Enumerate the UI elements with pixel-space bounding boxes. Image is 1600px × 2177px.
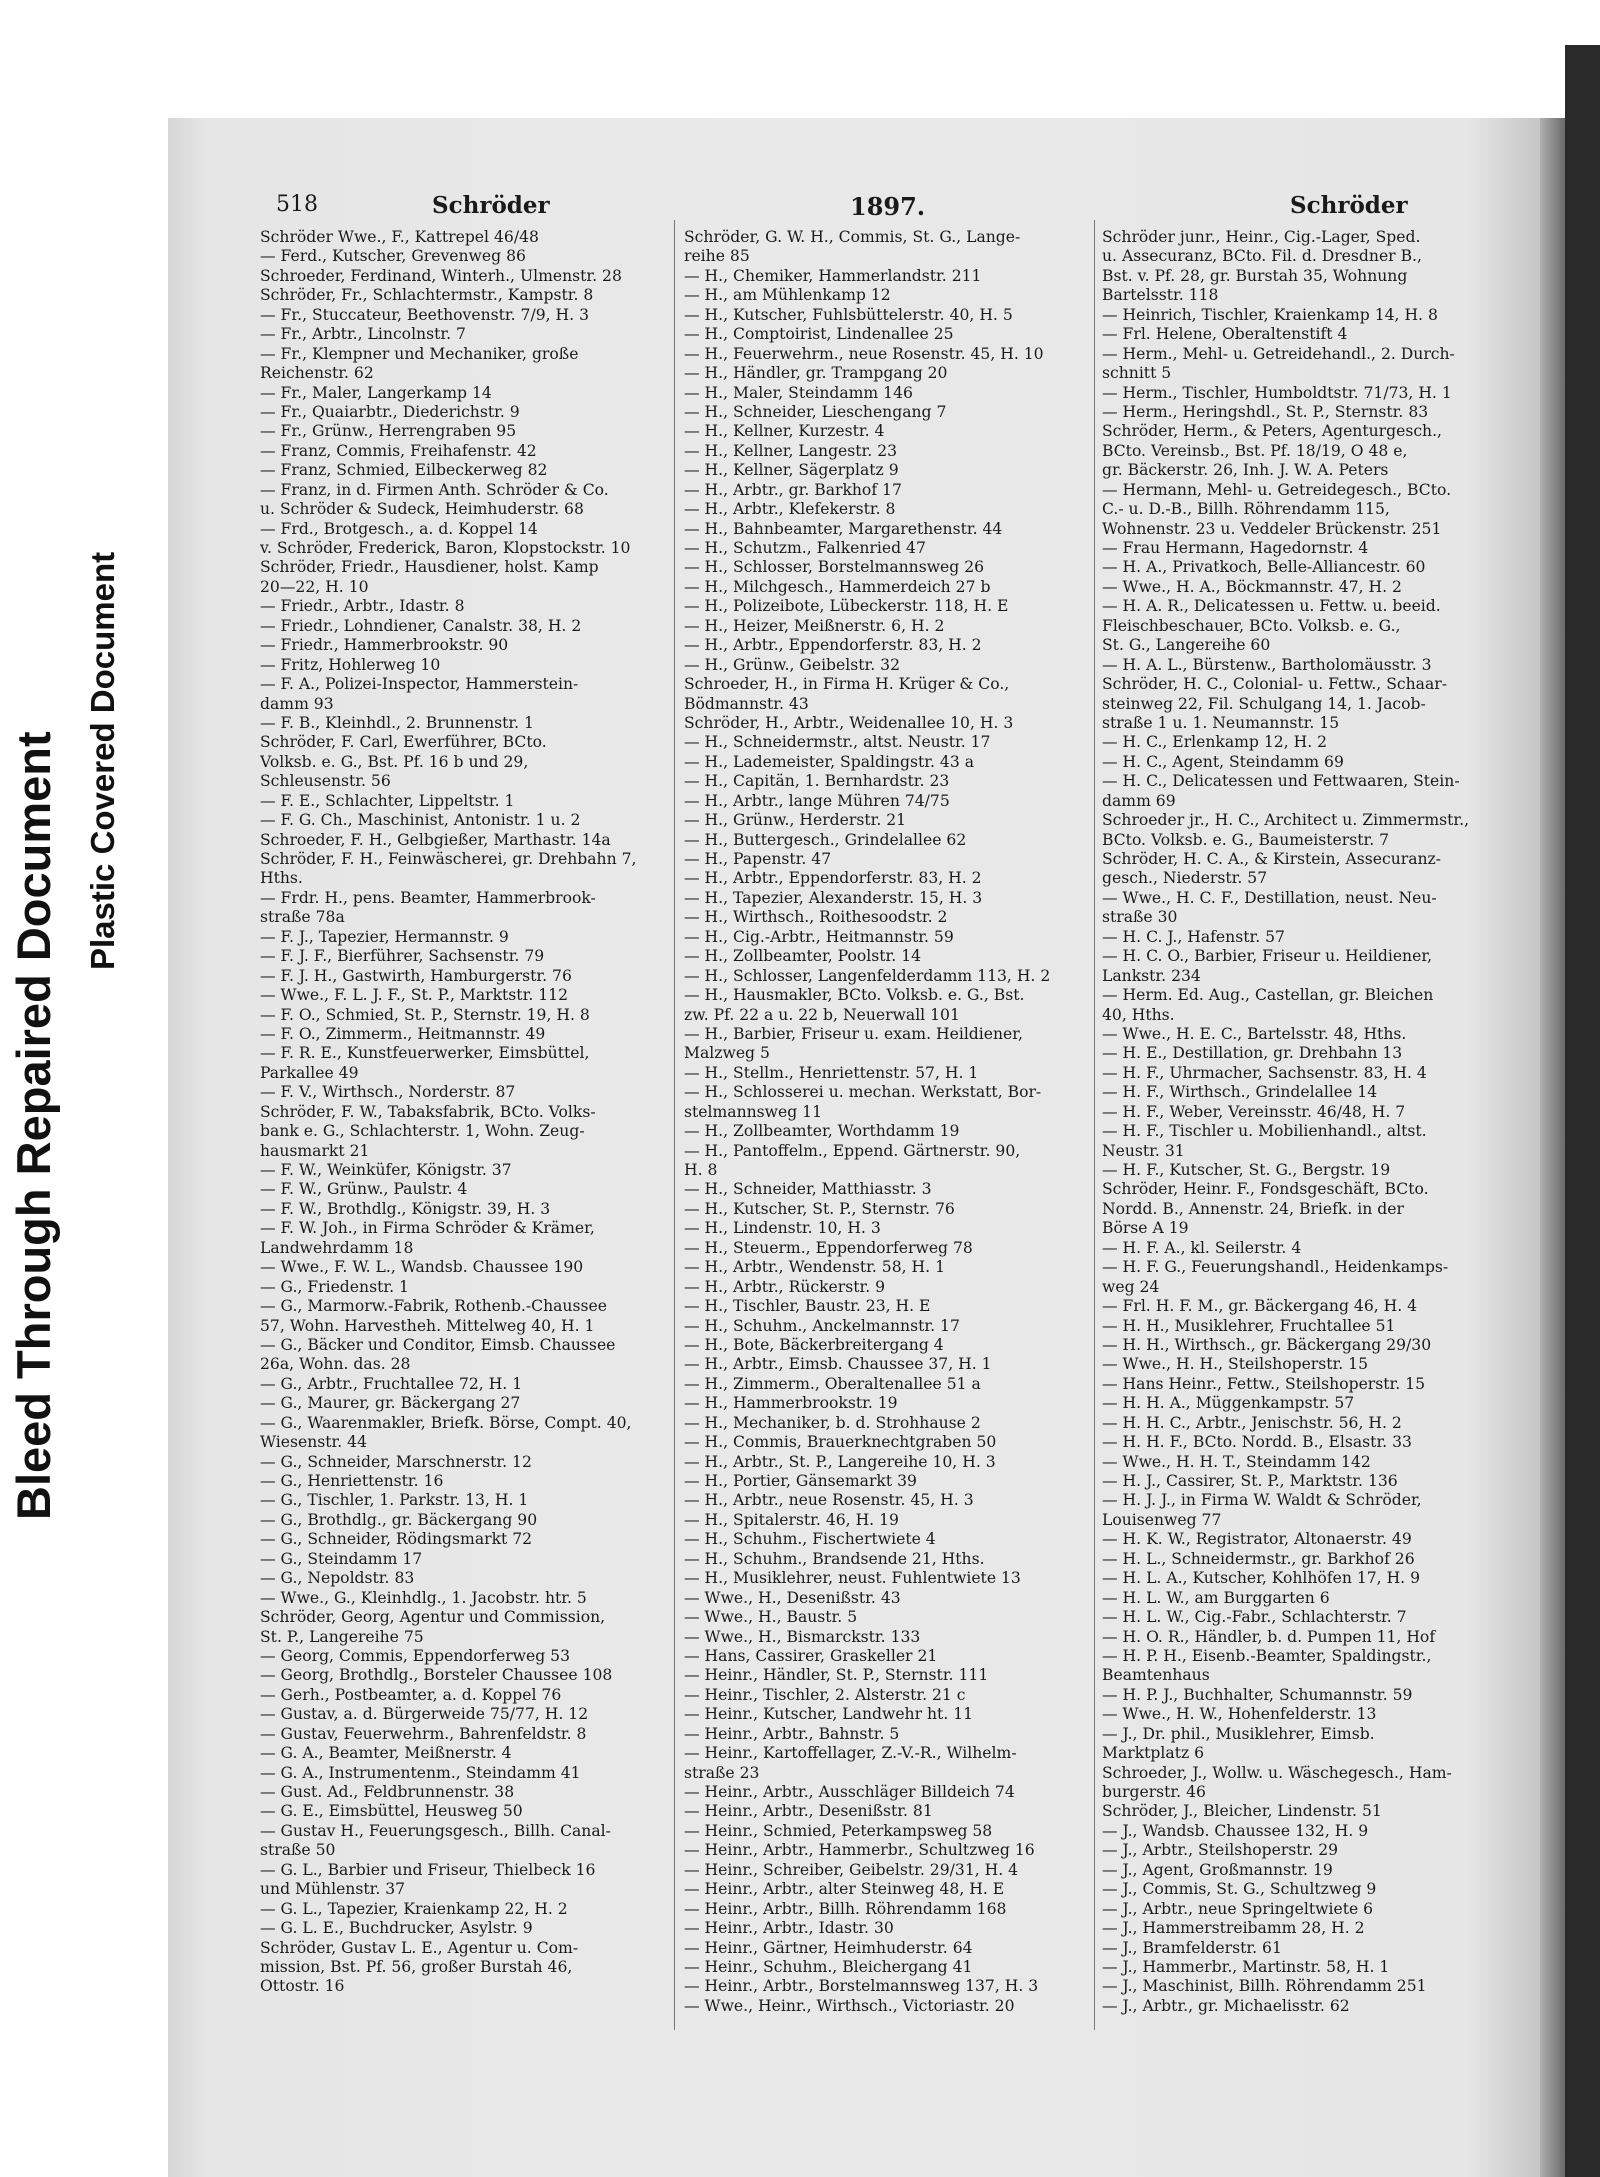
directory-entry: — Herm., Heringshdl., St. P., Sternstr. 83 [1102, 402, 1429, 421]
directory-entry: — Herm., Mehl- u. Getreidehandl., 2. Durch- [1102, 344, 1455, 363]
directory-entry: Schröder, Georg, Agentur und Commission, [260, 1608, 606, 1627]
directory-entry: Schröder, Fr., Schlachtermstr., Kampstr. 8 [260, 286, 594, 305]
directory-entry: — H., Arbtr., lange Mühren 74/75 [684, 791, 950, 810]
directory-entry: — H., Zimmerm., Oberaltenallee 51 a [684, 1374, 981, 1393]
directory-entry: weg 24 [1102, 1277, 1160, 1296]
directory-entry: — H., Stellm., Henriettenstr. 57, H. 1 [684, 1063, 979, 1082]
directory-entry: — F. J., Tapezier, Hermannstr. 9 [260, 927, 509, 946]
directory-entry: — H., Arbtr., St. P., Langereihe 10, H. 3 [684, 1452, 996, 1471]
directory-entry: — F. W., Brothdlg., Königstr. 39, H. 3 [260, 1199, 551, 1218]
directory-entry: — Heinr., Arbtr., Desenißstr. 81 [684, 1802, 933, 1821]
directory-entry: — H., Arbtr., Klefekerstr. 8 [684, 500, 896, 519]
directory-entry: — H., Schlosser, Borstelmannsweg 26 [684, 558, 985, 577]
directory-entry: Nordd. B., Annenstr. 24, Briefk. in der [1102, 1199, 1404, 1218]
directory-entry: — H. P. H., Eisenb.-Beamter, Spaldingstr., [1102, 1646, 1432, 1665]
directory-entry: Schroeder, H., in Firma H. Krüger & Co., [684, 675, 1010, 694]
directory-entry: Malzweg 5 [684, 1044, 770, 1063]
directory-entry: — Fr., Grünw., Herrengraben 95 [260, 422, 517, 441]
directory-entry: — Hermann, Mehl- u. Getreidegesch., BCto. [1102, 480, 1452, 499]
directory-entry: gr. Bäckerstr. 26, Inh. J. W. A. Peters [1102, 461, 1389, 480]
directory-entry: — J., Arbtr., gr. Michaelisstr. 62 [1102, 1996, 1350, 2015]
directory-entry: — H., Bahnbeamter, Margarethenstr. 44 [684, 519, 1003, 538]
directory-entry: — H., Portier, Gänsemarkt 39 [684, 1472, 917, 1490]
directory-entry: — Fr., Maler, Langerkamp 14 [260, 383, 492, 402]
directory-entry: u. Schröder & Sudeck, Heimhuderstr. 68 [260, 500, 584, 519]
directory-entry: — F. A., Polizei-Inspector, Hammerstein- [260, 675, 579, 694]
directory-entry: — G. E., Eimsbüttel, Heusweg 50 [260, 1802, 523, 1821]
directory-entry: burgerstr. 46 [1102, 1783, 1206, 1801]
directory-entry: — Wwe., H. W., Hohenfelderstr. 13 [1102, 1705, 1377, 1724]
directory-entry: — Heinr., Arbtr., Hammerbr., Schultzweg 16 [684, 1841, 1035, 1860]
directory-entry: — Wwe., H., Bismarckstr. 133 [684, 1627, 921, 1646]
directory-entry: — Heinrich, Tischler, Kraienkamp 14, H. 8 [1102, 305, 1438, 324]
directory-entry: Volksb. e. G., Bst. Pf. 16 b und 29, [260, 752, 529, 771]
directory-entry: — Heinr., Arbtr., Ausschläger Billdeich 74 [684, 1783, 1015, 1801]
directory-entry: — Frd., Brotgesch., a. d. Koppel 14 [260, 519, 538, 538]
directory-entry: — H. J. J., in Firma W. Waldt & Schröder, [1102, 1491, 1422, 1510]
directory-entry: — H., Steuerm., Eppendorferweg 78 [684, 1238, 973, 1257]
directory-entry: — H., Kellner, Kurzestr. 4 [684, 422, 885, 441]
directory-entry: — H., Schlosser, Langenfelderdamm 113, H. 2 [684, 966, 1051, 985]
directory-entry: — G., Maurer, gr. Bäckergang 27 [260, 1394, 521, 1413]
directory-entry: Beamtenhaus [1102, 1666, 1210, 1685]
directory-entry: — G., Henriettenstr. 16 [260, 1472, 444, 1490]
directory-entry: — J., Hammerstreibamm 28, H. 2 [1102, 1919, 1365, 1938]
directory-entry: — H., Arbtr., Eppendorferstr. 83, H. 2 [684, 636, 982, 655]
directory-entry: — Wwe., H. C. F., Destillation, neust. Neu- [1102, 888, 1437, 907]
directory-entry: Schröder, F. Carl, Ewerführer, BCto. [260, 733, 547, 752]
directory-entry: — Wwe., H., Desenißstr. 43 [684, 1588, 901, 1607]
directory-entry: — H., Schuhm., Anckelmannstr. 17 [684, 1316, 960, 1335]
directory-entry: — H., Arbtr., Rückerstr. 9 [684, 1277, 886, 1296]
directory-entry: damm 93 [260, 694, 334, 713]
directory-entry: — Fr., Klempner und Mechaniker, große [260, 344, 579, 363]
directory-entry: — F. B., Kleinhdl., 2. Brunnenstr. 1 [260, 713, 534, 732]
directory-entry: — Wwe., H. H. T., Steindamm 142 [1102, 1452, 1371, 1471]
directory-entry: — J., Bramfelderstr. 61 [1102, 1938, 1282, 1957]
directory-entry: Schröder, H., Arbtr., Weidenallee 10, H. 3 [684, 713, 1014, 732]
directory-entry: Schröder, F. H., Feinwäscherei, gr. Drehbahn 7, [260, 850, 637, 868]
directory-entry: — H. L. W., am Burggarten 6 [1102, 1588, 1330, 1607]
directory-entry: Wiesenstr. 44 [260, 1433, 368, 1452]
directory-entry: — Frdr. H., pens. Beamter, Hammerbrook- [260, 888, 596, 907]
directory-entry: — H. H., Musiklehrer, Fruchtallee 51 [1102, 1316, 1396, 1335]
directory-entry: — H., Papenstr. 47 [684, 850, 832, 868]
directory-entry: Schroeder jr., H. C., Architect u. Zimmermstr., [1102, 811, 1470, 830]
directory-entry: Schröder, H. C., Colonial- u. Fettw., Schaar- [1102, 675, 1447, 694]
directory-entry: Parkallee 49 [260, 1063, 359, 1082]
directory-entry: — H., Chemiker, Hammerlandstr. 211 [684, 266, 982, 285]
directory-entry: — H. A. L., Bürstenw., Bartholomäusstr. 3 [1102, 655, 1432, 674]
directory-entry: — Gust. Ad., Feldbrunnenstr. 38 [260, 1783, 515, 1801]
running-head-left: Schröder [432, 192, 550, 219]
directory-entry: — G., Nepoldstr. 83 [260, 1569, 415, 1588]
directory-entry: — H., Comptoirist, Lindenallee 25 [684, 325, 954, 344]
directory-entry: Schröder, J., Bleicher, Lindenstr. 51 [1102, 1802, 1382, 1821]
directory-entry: — Herm. Ed. Aug., Castellan, gr. Bleichen [1102, 986, 1434, 1005]
directory-entry: — G., Waarenmakler, Briefk. Börse, Compt. 40, [260, 1413, 632, 1432]
directory-entry: — H., Cig.-Arbtr., Heitmannstr. 59 [684, 927, 954, 946]
directory-entry: straße 78a [260, 908, 345, 927]
directory-entry: — F. W., Weinküfer, Königstr. 37 [260, 1161, 512, 1179]
directory-entry: — Gustav H., Feuerungsgesch., Billh. Canal- [260, 1821, 611, 1840]
directory-entry: — H., Händler, gr. Trampgang 20 [684, 364, 948, 383]
directory-entry: Schröder, H. C. A., & Kirstein, Assecuranz- [1102, 850, 1442, 868]
directory-entry: — H. K. W., Registrator, Altonaerstr. 49 [1102, 1530, 1412, 1549]
directory-entry: — H., Lindenstr. 10, H. 3 [684, 1219, 881, 1238]
scan-sidebar [0, 0, 168, 2177]
directory-entry: Schroeder, J., Wollw. u. Wäschegesch., Ham- [1102, 1763, 1452, 1782]
directory-entry: — G., Arbtr., Fruchtallee 72, H. 1 [260, 1374, 523, 1393]
running-head-year: 1897. [850, 192, 926, 221]
directory-entry: straße 30 [1102, 908, 1178, 927]
directory-entry: — Wwe., H. H., Steilshoperstr. 15 [1102, 1355, 1369, 1374]
directory-entry: Reichenstr. 62 [260, 364, 374, 383]
directory-entry: — Heinr., Arbtr., Borstelmannsweg 137, H. 3 [684, 1977, 1039, 1996]
directory-entry: — H. C., Erlenkamp 12, H. 2 [1102, 733, 1328, 752]
directory-entry: — H. E., Destillation, gr. Drehbahn 13 [1102, 1044, 1403, 1063]
directory-entry: — Fr., Arbtr., Lincolnstr. 7 [260, 325, 466, 344]
directory-entry: BCto. Volksb. e. G., Baumeisterstr. 7 [1102, 830, 1390, 849]
directory-entry: Landwehrdamm 18 [260, 1238, 414, 1257]
directory-entry: St. P., Langereihe 75 [260, 1627, 424, 1646]
directory-entry: — F. W. Joh., in Firma Schröder & Krämer, [260, 1219, 595, 1238]
directory-entry: Lankstr. 234 [1102, 966, 1201, 985]
directory-entry: — H. L., Schneidermstr., gr. Barkhof 26 [1102, 1549, 1415, 1568]
directory-entry: und Mühlenstr. 37 [260, 1880, 406, 1899]
directory-entry: — Friedr., Hammerbrookstr. 90 [260, 636, 509, 655]
directory-entry: — G., Friedenstr. 1 [260, 1277, 409, 1296]
directory-entry: — G., Schneider, Marschnerstr. 12 [260, 1452, 532, 1471]
directory-entry: — H., Bote, Bäckerbreitergang 4 [684, 1335, 944, 1354]
directory-entry: — H. F. A., kl. Seilerstr. 4 [1102, 1238, 1302, 1257]
directory-entry: — H., Spitalerstr. 46, H. 19 [684, 1510, 899, 1529]
directory-entry: — H., Mechaniker, b. d. Strohhause 2 [684, 1413, 981, 1432]
directory-entry: — Gerh., Postbeamter, a. d. Koppel 76 [260, 1685, 562, 1704]
directory-entry: — J., Commis, St. G., Schultzweg 9 [1102, 1880, 1377, 1899]
directory-entry: Schleusenstr. 56 [260, 772, 391, 791]
directory-entry: — H., Hausmakler, BCto. Volksb. e. G., Bst. [684, 986, 1025, 1005]
directory-entry: Schröder, Heinr. F., Fondsgeschäft, BCto. [1102, 1180, 1429, 1199]
directory-entry: — Herm., Tischler, Humboldtstr. 71/73, H. 1 [1102, 383, 1452, 402]
directory-entry: — H., Polizeibote, Lübeckerstr. 118, H. E [684, 597, 1009, 616]
column-rule-1 [674, 220, 675, 2030]
directory-entry: — G., Schneider, Rödingsmarkt 72 [260, 1530, 533, 1549]
directory-entry: — F. J. H., Gastwirth, Hamburgerstr. 76 [260, 966, 572, 985]
directory-entry: — Frau Hermann, Hagedornstr. 4 [1102, 539, 1369, 557]
directory-entry: Marktplatz 6 [1102, 1744, 1205, 1763]
directory-entry: Schröder, Herm., & Peters, Agenturgesch., [1102, 422, 1443, 441]
directory-entry: — F. G. Ch., Maschinist, Antonistr. 1 u. 2 [260, 811, 581, 830]
directory-entry: Schröder junr., Heinr., Cig.-Lager, Sped. [1102, 228, 1421, 246]
directory-entry: — H. F., Wirthsch., Grindelallee 14 [1102, 1083, 1378, 1102]
directory-entry: 26a, Wohn. das. 28 [260, 1355, 411, 1374]
directory-entry: — H. L. A., Kutscher, Kohlhöfen 17, H. 9 [1102, 1569, 1421, 1588]
directory-entry: — J., Arbtr., neue Springeltwiete 6 [1102, 1899, 1374, 1918]
directory-entry: — H., Wirthsch., Roithesoodstr. 2 [684, 908, 948, 927]
column-rule-2 [1094, 220, 1095, 2030]
directory-entry: 57, Wohn. Harvestheh. Mittelweg 40, H. 1 [260, 1316, 595, 1335]
directory-entry: — H. H. F., BCto. Nordd. B., Elsastr. 33 [1102, 1433, 1412, 1452]
directory-entry: Louisenweg 77 [1102, 1510, 1222, 1529]
directory-entry: — Heinr., Schuhm., Bleichergang 41 [684, 1957, 973, 1976]
directory-entry: — H., Schutzm., Falkenried 47 [684, 539, 926, 557]
directory-entry: — H. A., Privatkoch, Belle-Alliancestr. 60 [1102, 558, 1426, 577]
directory-entry: 20—22, H. 10 [260, 577, 369, 596]
directory-entry: — G. A., Beamter, Meißnerstr. 4 [260, 1744, 512, 1763]
directory-entry: C.- u. D.-B., Billh. Röhrendamm 115, [1102, 500, 1390, 519]
directory-entry: — H., Schuhm., Fischertwiete 4 [684, 1530, 936, 1549]
directory-entry: — H., Lademeister, Spaldingstr. 43 a [684, 752, 974, 771]
directory-entry: — Fritz, Hohlerweg 10 [260, 655, 441, 674]
directory-entry: Schroeder, Ferdinand, Winterh., Ulmenstr. 28 [260, 266, 622, 285]
running-head-right: Schröder [1290, 192, 1408, 219]
directory-entry: — Gustav, Feuerwehrm., Bahrenfeldstr. 8 [260, 1724, 587, 1743]
directory-entry: — Heinr., Arbtr., Billh. Röhrendamm 168 [684, 1899, 1007, 1918]
directory-entry: — H. C. O., Barbier, Friseur u. Heildiener, [1102, 947, 1433, 966]
directory-entry: u. Assecuranz, BCto. Fil. d. Dresdner B., [1102, 247, 1422, 266]
directory-entry: — Gustav, a. d. Bürgerweide 75/77, H. 12 [260, 1705, 589, 1724]
directory-entry: — H., Grünw., Herderstr. 21 [684, 811, 907, 830]
directory-entry: — G. L., Barbier und Friseur, Thielbeck 16 [260, 1860, 596, 1879]
directory-entry: Neustr. 31 [1102, 1141, 1185, 1160]
directory-entry: — H., Arbtr., Eimsb. Chaussee 37, H. 1 [684, 1355, 992, 1374]
directory-entry: Bödmannstr. 43 [684, 694, 809, 713]
directory-entry: — G., Tischler, 1. Parkstr. 13, H. 1 [260, 1491, 529, 1510]
directory-entry: — H., Grünw., Geibelstr. 32 [684, 655, 901, 674]
directory-entry: v. Schröder, Frederick, Baron, Klopstockstr. 10 [260, 539, 631, 557]
directory-entry: — H. C. J., Hafenstr. 57 [1102, 927, 1285, 946]
directory-entry: hausmarkt 21 [260, 1141, 370, 1160]
directory-entry: — J., Wandsb. Chaussee 132, H. 9 [1102, 1821, 1369, 1840]
directory-entry: — G., Marmorw.-Fabrik, Rothenb.-Chaussee [260, 1297, 607, 1316]
directory-entry: steinweg 22, Fil. Schulgang 14, 1. Jacob- [1102, 694, 1426, 713]
directory-entry: Schröder Wwe., F., Kattrepel 46/48 [260, 228, 539, 246]
directory-entry: H. 8 [684, 1161, 718, 1179]
directory-entry: — Wwe., Heinr., Wirthsch., Victoriastr. 20 [684, 1996, 1015, 2015]
directory-entry: — Friedr., Lohndiener, Canalstr. 38, H. 2 [260, 616, 582, 635]
directory-entry: Wohnenstr. 23 u. Veddeler Brückenstr. 251 [1102, 519, 1442, 538]
directory-entry: — H., Arbtr., Eppendorferstr. 83, H. 2 [684, 869, 982, 888]
directory-entry: — H., Zollbeamter, Worthdamm 19 [684, 1122, 960, 1141]
directory-entry: — J., Maschinist, Billh. Röhrendamm 251 [1102, 1977, 1427, 1996]
directory-entry: — F. E., Schlachter, Lippeltstr. 1 [260, 791, 515, 810]
directory-entry: — H. L. W., Cig.-Fabr., Schlachterstr. 7 [1102, 1608, 1407, 1627]
directory-entry: — G. L. E., Buchdrucker, Asylstr. 9 [260, 1919, 533, 1938]
directory-entry: — Friedr., Arbtr., Idastr. 8 [260, 597, 465, 616]
directory-column-3 [1102, 228, 1507, 2016]
directory-entry: — H., Kutscher, St. P., Sternstr. 76 [684, 1199, 955, 1218]
directory-entry: straße 23 [684, 1763, 760, 1782]
directory-entry: — H. O. R., Händler, b. d. Pumpen 11, Hof [1102, 1627, 1436, 1646]
directory-entry: Fleischbeschauer, BCto. Volksb. e. G., [1102, 616, 1401, 635]
directory-entry: damm 69 [1102, 791, 1176, 810]
directory-entry: — G., Brothdlg., gr. Bäckergang 90 [260, 1510, 538, 1529]
directory-entry: — H., Maler, Steindamm 146 [684, 383, 913, 402]
directory-entry: — J., Dr. phil., Musiklehrer, Eimsb. [1102, 1724, 1375, 1743]
directory-entry: Bartelsstr. 118 [1102, 286, 1219, 305]
directory-entry: Börse A 19 [1102, 1219, 1189, 1238]
directory-entry: — H., Kellner, Langestr. 23 [684, 441, 898, 460]
directory-entry: Schröder, Gustav L. E., Agentur u. Com- [260, 1938, 579, 1957]
directory-entry: — H. F., Tischler u. Mobilienhandl., altst. [1102, 1122, 1427, 1141]
directory-entry: — Franz, in d. Firmen Anth. Schröder & Co. [260, 480, 609, 499]
directory-entry: — Heinr., Händler, St. P., Sternstr. 111 [684, 1666, 989, 1685]
directory-entry: zw. Pf. 22 a u. 22 b, Neuerwall 101 [684, 1005, 960, 1024]
directory-entry: — H., Buttergesch., Grindelallee 62 [684, 830, 967, 849]
directory-entry: 40, Hths. [1102, 1005, 1175, 1024]
directory-entry: — F. O., Zimmerm., Heitmannstr. 49 [260, 1024, 546, 1043]
directory-entry: — Heinr., Kutscher, Landwehr ht. 11 [684, 1705, 974, 1724]
directory-entry: — H. H., Wirthsch., gr. Bäckergang 29/30 [1102, 1335, 1432, 1354]
directory-entry: straße 1 u. 1. Neumannstr. 15 [1102, 713, 1340, 732]
bleed-through-label: Bleed Through Repaired Document [7, 731, 60, 1520]
directory-entry: — H., Kutscher, Fuhlsbüttelerstr. 40, H. 5 [684, 305, 1013, 324]
directory-entry: Schröder, G. W. H., Commis, St. G., Lange- [684, 228, 1021, 246]
directory-entry: — Georg, Brothdlg., Borsteler Chaussee 108 [260, 1666, 613, 1685]
directory-entry: — Wwe., F. W. L., Wandsb. Chaussee 190 [260, 1258, 584, 1277]
directory-entry: — F. V., Wirthsch., Norderstr. 87 [260, 1083, 516, 1102]
directory-entry: — H., am Mühlenkamp 12 [684, 286, 891, 305]
directory-entry: — F. W., Grünw., Paulstr. 4 [260, 1180, 468, 1199]
directory-entry: — H., Pantoffelm., Eppend. Gärtnerstr. 90, [684, 1141, 1021, 1160]
directory-entry: — Fr., Quaiarbtr., Diederichstr. 9 [260, 402, 520, 421]
directory-entry: bank e. G., Schlachterstr. 1, Wohn. Zeug- [260, 1122, 585, 1141]
directory-entry: — G., Bäcker und Conditor, Eimsb. Chaussee [260, 1335, 616, 1354]
directory-entry: — J., Agent, Großmannstr. 19 [1102, 1860, 1333, 1879]
directory-entry: — H., Schneidermstr., altst. Neustr. 17 [684, 733, 991, 752]
directory-entry: — Heinr., Tischler, 2. Alsterstr. 21 c [684, 1685, 966, 1704]
directory-entry: — H., Zollbeamter, Poolstr. 14 [684, 947, 922, 966]
directory-entry: — Heinr., Kartoffellager, Z.-V.-R., Wilhelm- [684, 1744, 1017, 1763]
directory-entry: reihe 85 [684, 247, 750, 266]
directory-entry: — Franz, Commis, Freihafenstr. 42 [260, 441, 537, 460]
directory-entry: St. G., Langereihe 60 [1102, 636, 1271, 655]
page-number: 518 [276, 192, 318, 217]
directory-entry: — Franz, Schmied, Eilbeckerweg 82 [260, 461, 548, 480]
directory-entry: — H., Milchgesch., Hammerdeich 27 b [684, 577, 991, 596]
directory-entry: — H. F., Uhrmacher, Sachsenstr. 83, H. 4 [1102, 1063, 1427, 1082]
directory-entry: — H., Capitän, 1. Bernhardstr. 23 [684, 772, 950, 791]
directory-entry: — G. L., Tapezier, Kraienkamp 22, H. 2 [260, 1899, 568, 1918]
directory-entry: — H., Hammerbrookstr. 19 [684, 1394, 898, 1413]
directory-entry: — G., Steindamm 17 [260, 1549, 423, 1568]
directory-entry: — Wwe., F. L. J. F., St. P., Marktstr. 112 [260, 986, 568, 1005]
directory-entry: Bst. v. Pf. 28, gr. Burstah 35, Wohnung [1102, 266, 1408, 285]
directory-entry: — H. J., Cassirer, St. P., Marktstr. 136 [1102, 1472, 1398, 1490]
directory-entry: Ottostr. 16 [260, 1977, 345, 1996]
directory-entry: — J., Arbtr., Steilshoperstr. 29 [1102, 1841, 1339, 1860]
directory-entry: — Frl. H. F. M., gr. Bäckergang 46, H. 4 [1102, 1297, 1418, 1316]
directory-entry: — H. F., Kutscher, St. G., Bergstr. 19 [1102, 1161, 1391, 1179]
scan-edge [1565, 45, 1600, 2177]
directory-column-1 [260, 228, 668, 1997]
directory-entry: — J., Hammerbr., Martinstr. 58, H. 1 [1102, 1957, 1390, 1976]
directory-entry: Schröder, F. W., Tabaksfabrik, BCto. Volks- [260, 1102, 596, 1121]
directory-entry: Hths. [260, 869, 303, 888]
directory-entry: — H., Barbier, Friseur u. exam. Heildiener, [684, 1024, 1023, 1043]
directory-entry: — H. H. A., Müggenkampstr. 57 [1102, 1394, 1355, 1413]
directory-entry: — Wwe., G., Kleinhdlg., 1. Jacobstr. htr. 5 [260, 1588, 587, 1607]
directory-entry: — Wwe., H. E. C., Bartelsstr. 48, Hths. [1102, 1024, 1407, 1043]
directory-entry: — H. F., Weber, Vereinsstr. 46/48, H. 7 [1102, 1102, 1406, 1121]
directory-entry: — H., Schneider, Lieschengang 7 [684, 402, 947, 421]
directory-entry: — H., Tapezier, Alexanderstr. 15, H. 3 [684, 888, 983, 907]
directory-entry: — H., Commis, Brauerknechtgraben 50 [684, 1433, 997, 1452]
directory-entry: straße 50 [260, 1841, 336, 1860]
directory-entry: — Georg, Commis, Eppendorferweg 53 [260, 1646, 571, 1665]
plastic-covered-label: Plastic Covered Document [84, 551, 121, 970]
directory-entry: Schröder, Friedr., Hausdiener, holst. Kamp [260, 558, 599, 577]
directory-entry: — H., Schuhm., Brandsende 21, Hths. [684, 1549, 985, 1568]
directory-entry: — H., Heizer, Meißnerstr. 6, H. 2 [684, 616, 945, 635]
directory-entry: — H. F. G., Feuerungshandl., Heidenkamps- [1102, 1258, 1449, 1277]
directory-entry: Schroeder, F. H., Gelbgießer, Marthastr. 14a [260, 830, 611, 849]
directory-entry: — G. A., Instrumentenm., Steindamm 41 [260, 1763, 581, 1782]
directory-entry: — H. C., Agent, Steindamm 69 [1102, 752, 1344, 771]
directory-entry: — Ferd., Kutscher, Grevenweg 86 [260, 247, 526, 266]
directory-entry: — H., Schlosserei u. mechan. Werkstatt, Bor- [684, 1083, 1042, 1102]
directory-entry: — H., Kellner, Sägerplatz 9 [684, 461, 899, 480]
directory-entry: — H. H. C., Arbtr., Jenischstr. 56, H. 2 [1102, 1413, 1402, 1432]
directory-entry: — Frl. Helene, Oberaltenstift 4 [1102, 325, 1348, 344]
directory-entry: gesch., Niederstr. 57 [1102, 869, 1268, 888]
directory-entry: mission, Bst. Pf. 56, großer Burstah 46, [260, 1957, 573, 1976]
directory-entry: — Heinr., Gärtner, Heimhuderstr. 64 [684, 1938, 973, 1957]
directory-column-2 [684, 228, 1086, 2016]
directory-entry: — Heinr., Arbtr., Bahnstr. 5 [684, 1724, 900, 1743]
directory-entry: stelmannsweg 11 [684, 1102, 823, 1121]
directory-entry: — H. P. J., Buchhalter, Schumannstr. 59 [1102, 1685, 1413, 1704]
directory-entry: — H., Arbtr., gr. Barkhof 17 [684, 480, 902, 499]
directory-entry: schnitt 5 [1102, 364, 1172, 383]
directory-entry: — Heinr., Arbtr., alter Steinweg 48, H. E [684, 1880, 1005, 1899]
directory-entry: — Heinr., Arbtr., Idastr. 30 [684, 1919, 894, 1938]
directory-entry: — F. O., Schmied, St. P., Sternstr. 19, H. 8 [260, 1005, 590, 1024]
directory-entry: — Wwe., H., Baustr. 5 [684, 1608, 858, 1627]
directory-entry: — H. A. R., Delicatessen u. Fettw. u. beeid. [1102, 597, 1441, 616]
directory-entry: — Hans Heinr., Fettw., Steilshoperstr. 15 [1102, 1374, 1426, 1393]
directory-entry: BCto. Vereinsb., Bst. Pf. 18/19, O 48 e, [1102, 441, 1408, 460]
directory-entry: — H., Arbtr., Wendenstr. 58, H. 1 [684, 1258, 945, 1277]
directory-entry: — H., Feuerwehrm., neue Rosenstr. 45, H. 10 [684, 344, 1044, 363]
directory-entry: — Fr., Stuccateur, Beethovenstr. 7/9, H. 3 [260, 305, 589, 324]
directory-entry: — H., Arbtr., neue Rosenstr. 45, H. 3 [684, 1491, 974, 1510]
directory-entry: — Heinr., Schreiber, Geibelstr. 29/31, H. 4 [684, 1860, 1019, 1879]
directory-entry: — H., Musiklehrer, neust. Fuhlentwiete 13 [684, 1569, 1021, 1588]
directory-entry: — H., Tischler, Baustr. 23, H. E [684, 1297, 931, 1316]
directory-entry: — Wwe., H. A., Böckmannstr. 47, H. 2 [1102, 577, 1402, 596]
directory-entry: — H. C., Delicatessen und Fettwaaren, Stein- [1102, 772, 1460, 791]
directory-entry: — H., Schneider, Matthiasstr. 3 [684, 1180, 932, 1199]
directory-entry: — Heinr., Schmied, Peterkampsweg 58 [684, 1821, 993, 1840]
directory-entry: — F. R. E., Kunstfeuerwerker, Eimsbüttel, [260, 1044, 590, 1063]
page-binding-shadow [1540, 118, 1565, 2177]
directory-entry: — F. J. F., Bierführer, Sachsenstr. 79 [260, 947, 545, 966]
directory-entry: — Hans, Cassirer, Graskeller 21 [684, 1646, 938, 1665]
